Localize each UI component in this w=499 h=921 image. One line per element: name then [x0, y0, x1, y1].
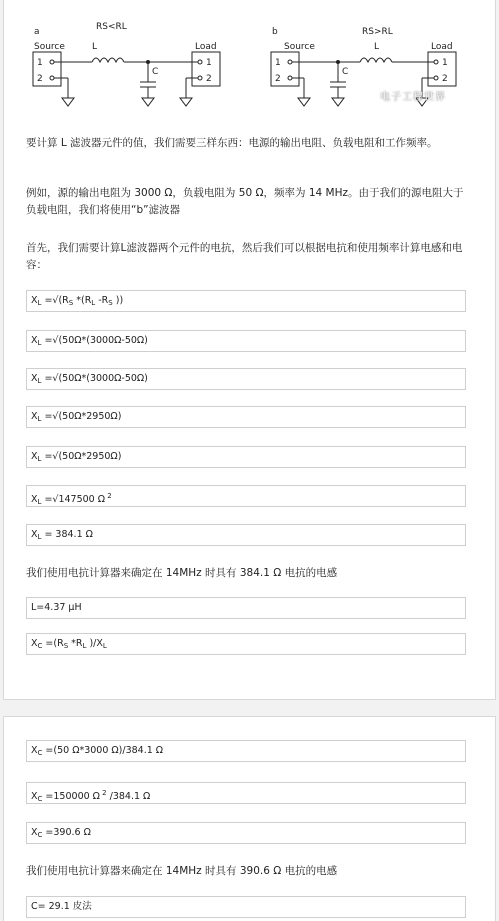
circuit-diagram-b: [268, 18, 478, 123]
inductor-symbol: [360, 58, 392, 62]
ground-icon: [298, 98, 310, 106]
svg-text:C: C: [342, 67, 349, 77]
circuit-diagram-a: [28, 18, 238, 123]
paragraph-intro: 要计算 L 滤波器元件的值，我们需要三样东西：电源的输出电阻、负载电阻和工作频率。: [26, 137, 438, 149]
svg-text:2: 2: [442, 74, 448, 84]
formula-box: $X_L =√147500$ Ω $^2$: [26, 485, 466, 507]
inductor-label: L: [92, 42, 98, 52]
formula-box: $X_L = 384.1$ Ω: [26, 524, 466, 546]
watermark: 电子工程世界: [380, 92, 446, 103]
svg-text:C: C: [152, 67, 159, 77]
svg-text:2: 2: [275, 74, 281, 84]
load-label: Load: [431, 42, 453, 52]
diagram-title: RS<RL: [96, 22, 127, 32]
paragraph-method: 首先，我们需要计算L滤波器两个元件的电抗，然后我们可以根据电抗和使用频率计算电感和电容：: [26, 242, 463, 271]
formula-box: $X_L =√(50\Omega*(3000\Omega-50\Omega)$: [26, 330, 466, 352]
svg-text:1: 1: [442, 58, 448, 68]
load-label: Load: [195, 42, 217, 52]
diagram-tag: b: [272, 27, 278, 37]
ground-icon: [62, 98, 74, 106]
formula-box: L=4.37 μH: [26, 597, 466, 619]
formula-box: $X_L =√(R_S$ $*(R_L$ $-R_S$ )): [26, 290, 466, 312]
diagram-tag: a: [34, 27, 40, 37]
paragraph-example: 例如，源的输出电阻为 3000 Ω，负载电阻为 50 Ω，频率为 14 MHz。由于我们的源电阻大于负载电阻，我们将使用“b”滤波器: [26, 187, 464, 216]
svg-text:2: 2: [37, 74, 43, 84]
formula-box: C= 29.1 皮法: [26, 896, 466, 918]
diagram-title: RS>RL: [362, 27, 393, 37]
svg-text:1: 1: [37, 58, 43, 68]
formula-box: $X_L =√(50\Omega*2950\Omega)$: [26, 406, 466, 428]
source-label: Source: [284, 42, 315, 52]
formula-box: $X_L =√(50\Omega*2950\Omega)$: [26, 446, 466, 468]
formula-box: $X_C =150000$ Ω $^2$ /384.1 Ω: [26, 782, 466, 804]
inductor-label: L: [374, 42, 380, 52]
formula-box: $X_C =(R_S$ $*R_L$ )$/X_L$: [26, 633, 466, 655]
formula-box: $X_C =390.6$ Ω: [26, 822, 466, 844]
svg-text:1: 1: [206, 58, 212, 68]
formula-box: $X_L =√(50\Omega*(3000\Omega-50\Omega)$: [26, 368, 466, 390]
ground-icon: [142, 98, 154, 106]
svg-text:2: 2: [206, 74, 212, 84]
formula-box: $X_C =(50$ Ω*3000 Ω)/384.1 Ω: [26, 740, 466, 762]
ground-icon: [180, 98, 192, 106]
source-label: Source: [34, 42, 65, 52]
svg-text:1: 1: [275, 58, 281, 68]
paragraph-capacitance: 我们使用电抗计算器来确定在 14MHz 时具有 390.6 Ω 电抗的电感: [26, 865, 338, 877]
inductor-symbol: [92, 58, 124, 62]
paragraph-inductance: 我们使用电抗计算器来确定在 14MHz 时具有 384.1 Ω 电抗的电感: [26, 567, 338, 579]
ground-icon: [332, 98, 344, 106]
